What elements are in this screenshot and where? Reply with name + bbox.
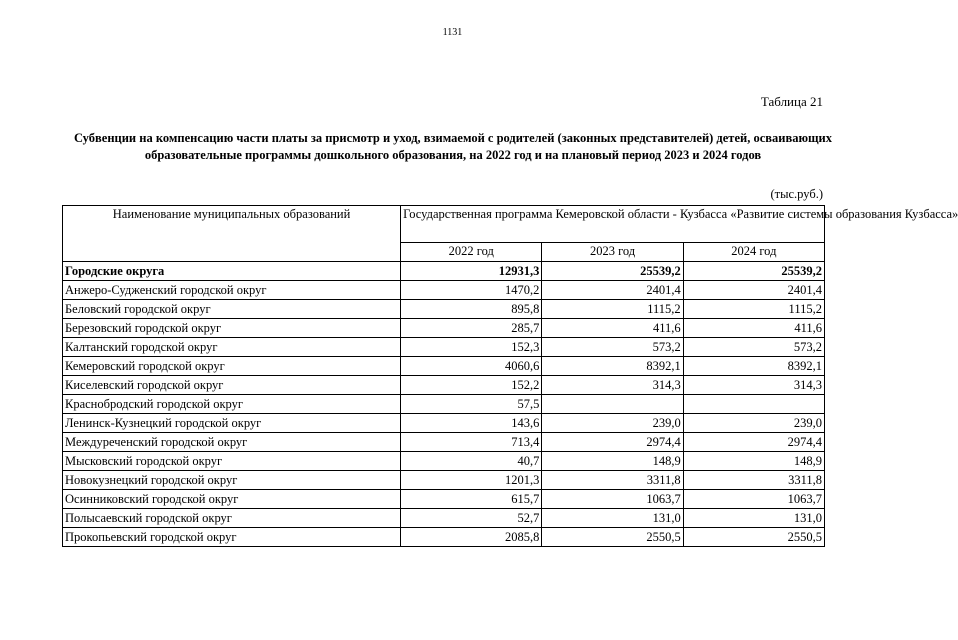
value-2022: 4060,6 [401, 357, 542, 376]
value-2022: 2085,8 [401, 528, 542, 547]
value-2022: 895,8 [401, 300, 542, 319]
value-2023: 2401,4 [542, 281, 683, 300]
municipality-name: Краснобродский городской округ [63, 395, 401, 414]
municipality-name: Калтанский городской округ [63, 338, 401, 357]
municipality-name: Мысковский городской округ [63, 452, 401, 471]
table-row [63, 300, 825, 319]
header-year-2022: 2022 год [401, 243, 542, 262]
municipality-name: Полысаевский городской округ [63, 509, 401, 528]
municipality-name: Березовский городской округ [63, 319, 401, 338]
value-2023 [542, 395, 683, 414]
value-2024: 2974,4 [683, 433, 824, 452]
value-2022: 1201,3 [401, 471, 542, 490]
municipality-name: Беловский городской округ [63, 300, 401, 319]
value-2023: 2550,5 [542, 528, 683, 547]
value-2023: 314,3 [542, 376, 683, 395]
value-2022: 615,7 [401, 490, 542, 509]
units-label: (тыс.руб.) [770, 187, 823, 201]
value-2024: 1115,2 [683, 300, 824, 319]
table-row [63, 395, 825, 414]
header-municipality: Наименование муниципальных образований [63, 206, 401, 262]
table-row [63, 509, 825, 528]
value-2024: 2401,4 [683, 281, 824, 300]
table-row [63, 452, 825, 471]
municipality-name: Прокопьевский городской округ [63, 528, 401, 547]
header-year-2023: 2023 год [542, 243, 683, 262]
value-2022: 52,7 [401, 509, 542, 528]
group-name: Городские округа [63, 262, 401, 281]
value-2023: 3311,8 [542, 471, 683, 490]
municipality-name: Киселевский городской округ [63, 376, 401, 395]
value-2024: 239,0 [683, 414, 824, 433]
value-2022: 40,7 [401, 452, 542, 471]
value-2023: 239,0 [542, 414, 683, 433]
group-value-2022: 12931,3 [401, 262, 542, 281]
value-2023: 148,9 [542, 452, 683, 471]
municipality-name: Анжеро-Судженский городской округ [63, 281, 401, 300]
table-label: Таблица 21 [760, 94, 823, 109]
subsidies-table [62, 205, 958, 547]
municipality-name: Новокузнецкий городской округ [63, 471, 401, 490]
table-row [63, 357, 825, 376]
value-2024: 411,6 [683, 319, 824, 338]
value-2023: 2974,4 [542, 433, 683, 452]
value-2022: 285,7 [401, 319, 542, 338]
value-2024: 314,3 [683, 376, 824, 395]
municipality-name: Междуреченский городской округ [63, 433, 401, 452]
table-row [63, 528, 825, 547]
group-value-2023: 25539,2 [542, 262, 683, 281]
value-2023: 1063,7 [542, 490, 683, 509]
municipality-name: Кемеровский городской округ [63, 357, 401, 376]
value-2023: 1115,2 [542, 300, 683, 319]
page-number: 1131 [442, 27, 463, 38]
document-title: Субвенции на компенсацию части платы за присмотр и уход, взимаемой с родителей (законных представителей) детей, осваивающих образовательные программы дошкольного образования, на 2022 год и на плановый период 2023 и 2024 годов [73, 131, 833, 162]
value-2024: 2550,5 [683, 528, 824, 547]
group-row [63, 262, 825, 281]
header-year-2024: 2024 год [683, 243, 824, 262]
group-value-2024: 25539,2 [683, 262, 824, 281]
value-2023: 411,6 [542, 319, 683, 338]
value-2022: 713,4 [401, 433, 542, 452]
table-row [63, 433, 825, 452]
value-2022: 152,2 [401, 376, 542, 395]
value-2022: 143,6 [401, 414, 542, 433]
table-row [63, 319, 825, 338]
table-row [63, 281, 825, 300]
value-2024: 131,0 [683, 509, 824, 528]
value-2024: 1063,7 [683, 490, 824, 509]
value-2023: 8392,1 [542, 357, 683, 376]
value-2023: 573,2 [542, 338, 683, 357]
table-row [63, 490, 825, 509]
value-2024: 8392,1 [683, 357, 824, 376]
value-2024: 148,9 [683, 452, 824, 471]
value-2022: 57,5 [401, 395, 542, 414]
value-2023: 131,0 [542, 509, 683, 528]
value-2024 [683, 395, 824, 414]
table-row [63, 338, 825, 357]
table-row [63, 414, 825, 433]
table-row [63, 376, 825, 395]
municipality-name: Осинниковский городской округ [63, 490, 401, 509]
value-2022: 1470,2 [401, 281, 542, 300]
header-program: Государственная программа Кемеровской области - Кузбасса «Развитие системы образования Кузбасса» [401, 206, 825, 243]
table-row [63, 471, 825, 490]
municipality-name: Ленинск-Кузнецкий городской округ [63, 414, 401, 433]
value-2024: 3311,8 [683, 471, 824, 490]
value-2022: 152,3 [401, 338, 542, 357]
value-2024: 573,2 [683, 338, 824, 357]
